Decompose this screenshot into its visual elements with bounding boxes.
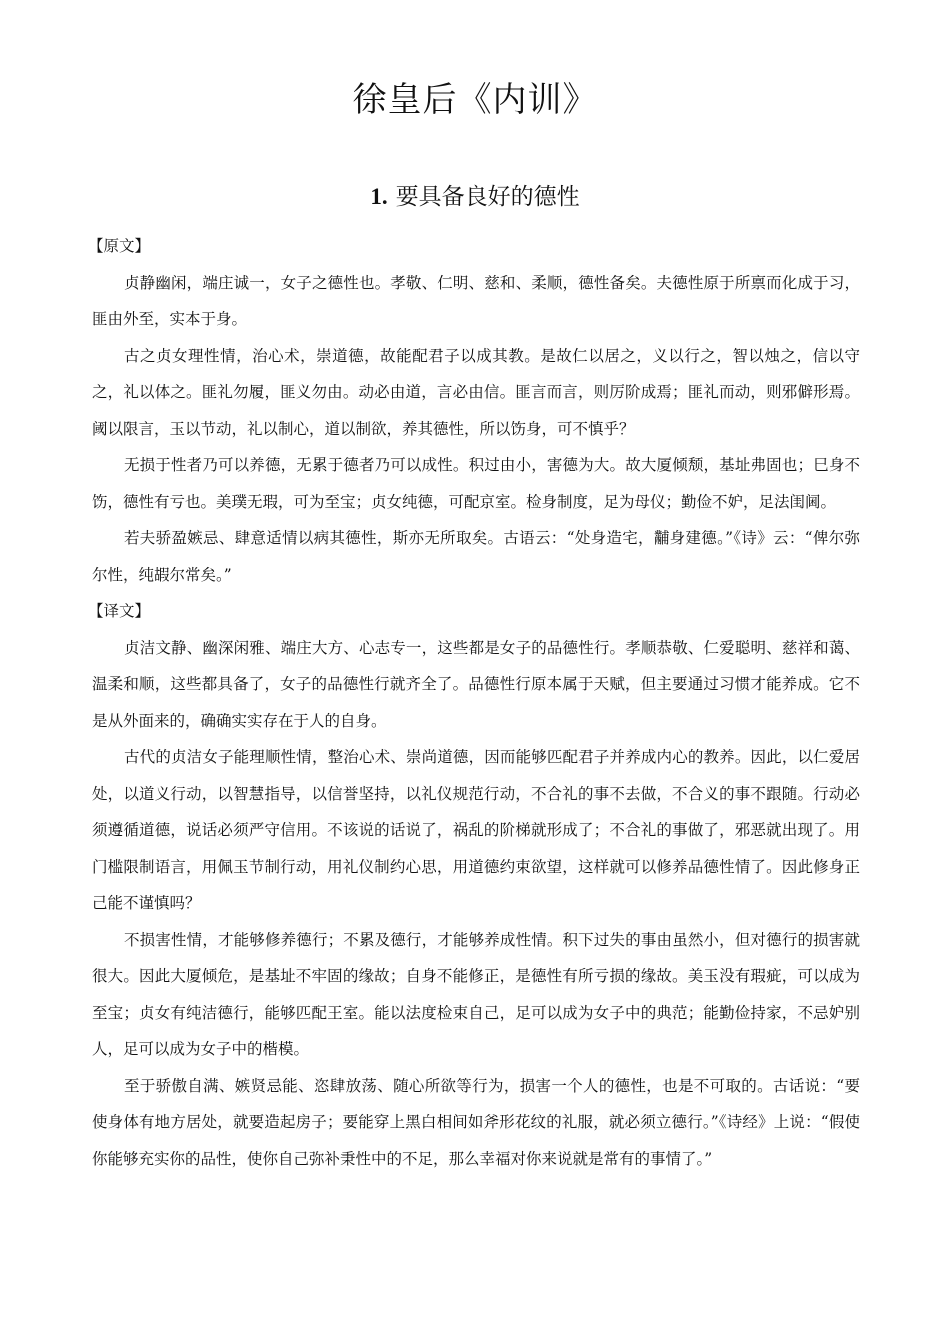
- translation-paragraph: 至于骄傲自满、嫉贤忌能、恣肆放荡、随心所欲等行为，损害一个人的德性，也是不可取的。古话说：“要使身体有地方居处，就要造起房子；要能穿上黑白相间如斧形花纹的礼服，就必须立德行。”《诗经》上说：“假使你能够充实你的品性，使你自己弥补秉性中的不足，那么幸福对你来说就是常有的事情了。”: [92, 1076, 860, 1168]
- translation-paragraph: 贞洁文静、幽深闲雅、端庄大方、心志专一，这些都是女子的品德性行。孝顺恭敬、仁爱聪明、慈祥和蔼、温柔和顺，这些都具备了，女子的品德性行就齐全了。品德性行原本属于天赋，但主要通过习惯才能养成。它不是从外面来的，确确实实存在于人的自身。: [92, 638, 860, 730]
- original-paragraph: 贞静幽闲，端庄诚一，女子之德性也。孝敬、仁明、慈和、柔顺，德性备矣。夫德性原于所禀而化成于习，匪由外至，实本于身。: [92, 273, 860, 328]
- section-number: 1.: [370, 184, 388, 209]
- original-paragraph: 古之贞女理性情，治心术，崇道德，故能配君子以成其教。是故仁以居之，义以行之，智以烛之，信以守之，礼以体之。匪礼勿履，匪义勿由。动必由道，言必由信。匪言而言，则厉阶成焉；匪礼而动，则邪僻形焉。阈以限言，玉以节动，礼以制心，道以制欲，养其德性，所以饬身，可不慎乎？: [92, 346, 860, 438]
- section-title: 要具备良好的德性: [395, 184, 580, 210]
- document-title: 徐皇后《内训》: [352, 80, 598, 120]
- translation-label: 【译文】: [88, 602, 151, 620]
- section-heading: [0, 180, 950, 214]
- translation-paragraph: 不损害性情，才能够修养德行；不累及德行，才能够养成性情。积下过失的事由虽然小，但对德行的损害就很大。因此大厦倾危，是基址不牢固的缘故；自身不能修正，是德性有所亏损的缘故。美玉没有瑕疵，可以成为至宝；贞女有纯洁德行，能够匹配王室。能以法度检束自己，足可以成为女子中的典范；能勤俭持家，不忌妒别人，足可以成为女子中的楷模。: [92, 930, 860, 1058]
- original-paragraph: 无损于性者乃可以养德，无累于德者乃可以成性。积过由小，害德为大。故大厦倾颓，基址弗固也；巳身不饬，德性有亏也。美璞无瑕，可为至宝；贞女纯德，可配京室。检身制度，足为母仪；勤俭不妒，足法闺阃。: [92, 456, 860, 511]
- original-paragraph: 若夫骄盈嫉忌、肆意适情以病其德性，斯亦无所取矣。古语云：“处身造宅，黼身建德。”《诗》云：“俾尔弥尔性，纯嘏尔常矣。”: [92, 529, 860, 584]
- document-body: [88, 228, 860, 1177]
- translation-paragraph: 古代的贞洁女子能理顺性情，整治心术、崇尚道德，因而能够匹配君子并养成内心的教养。因此，以仁爱居处，以道义行动，以智慧指导，以信誉坚持，以礼仪规范行动，不合礼的事不去做，不合义的事不跟随。行动必须遵循道德，说话必须严守信用。不该说的话说了，祸乱的阶梯就形成了；不合礼的事做了，邪恶就出现了。用门槛限制语言，用佩玉节制行动，用礼仪制约心思，用道德约束欲望，这样就可以修养品德性情了。因此修身正己能不谨慎吗？: [92, 748, 860, 912]
- original-text-label: 【原文】: [88, 237, 151, 255]
